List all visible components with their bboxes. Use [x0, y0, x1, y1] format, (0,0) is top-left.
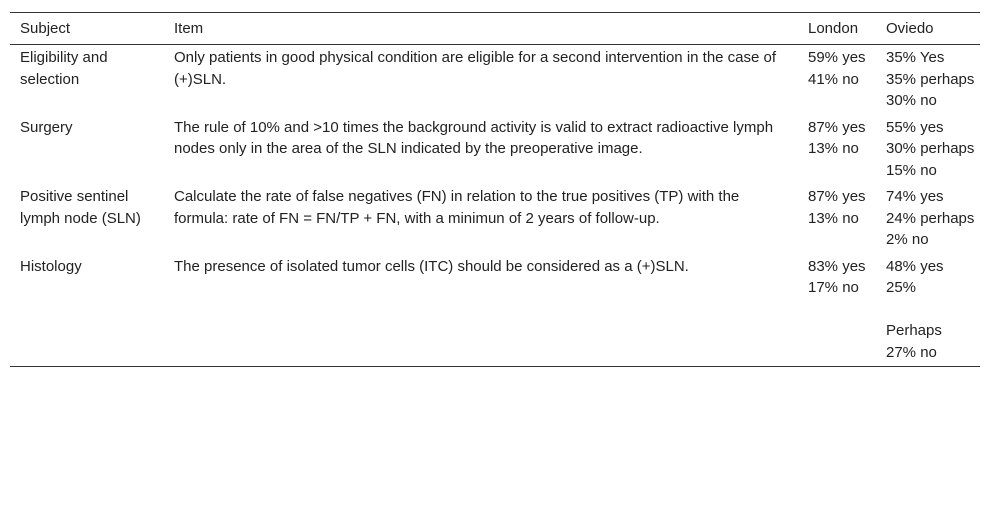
spacer: [886, 299, 976, 321]
table-row: [10, 115, 980, 185]
cell-london: [798, 184, 876, 254]
cell-london: [798, 254, 876, 367]
cell-item: Only patients in good physical condition are eligible for a second intervention in the case of (+)SLN.: [174, 49, 777, 88]
london-response: 17% no: [808, 279, 859, 296]
cell-subject: Surgery: [20, 118, 73, 136]
london-response: 41% no: [808, 70, 859, 88]
oviedo-response: Perhaps: [886, 322, 942, 339]
cell-oviedo: [876, 45, 980, 115]
london-response: 13% no: [808, 140, 859, 157]
london-response: 87% yes: [808, 188, 866, 205]
table-row: [10, 184, 980, 254]
cell-oviedo: [876, 254, 980, 367]
cell-oviedo: [876, 184, 980, 254]
london-response: 87% yes: [808, 118, 866, 136]
oviedo-response: 25%: [886, 279, 917, 296]
oviedo-response: 30% perhaps: [886, 140, 975, 157]
header-london: London: [808, 20, 859, 37]
oviedo-response: 15% no: [886, 161, 937, 179]
oviedo-response: 55% yes: [886, 118, 944, 136]
oviedo-response: 30% no: [886, 92, 937, 109]
survey-table: [10, 12, 980, 367]
cell-subject: Positive sentinel lymph node (SLN): [20, 188, 141, 227]
table-row: [10, 254, 980, 367]
cell-item: The presence of isolated tumor cells (ITC) should be considered as a (+)SLN.: [174, 257, 689, 275]
header-subject: Subject: [20, 20, 71, 37]
table-row: [10, 45, 980, 115]
cell-subject: Histology: [20, 257, 82, 275]
london-response: 13% no: [808, 209, 859, 227]
oviedo-response: 35% Yes: [886, 49, 945, 66]
cell-item: The rule of 10% and >10 times the background activity is valid to extract radioactive lymph nodes only in the area of the SLN indicated by the preoperative image.: [174, 118, 774, 157]
oviedo-response: 35% perhaps: [886, 70, 975, 88]
oviedo-response: 24% perhaps: [886, 209, 975, 227]
oviedo-response: 48% yes: [886, 257, 944, 275]
london-response: 59% yes: [808, 49, 866, 66]
oviedo-response: 2% no: [886, 231, 929, 248]
cell-subject: Eligibility and selection: [20, 49, 108, 88]
cell-item: Calculate the rate of false negatives (FN) in relation to the true positives (TP) with the formula: rate of FN = FN/TP + FN, with a minimun of 2 years of follow-up.: [174, 188, 740, 227]
cell-london: [798, 115, 876, 185]
header-item: Item: [174, 20, 204, 37]
london-response: 83% yes: [808, 257, 866, 275]
cell-oviedo: [876, 115, 980, 185]
oviedo-response: 74% yes: [886, 188, 944, 205]
cell-london: [798, 45, 876, 115]
table-header-row: [10, 13, 980, 45]
header-oviedo: Oviedo: [886, 20, 934, 37]
oviedo-response: 27% no: [886, 343, 937, 361]
